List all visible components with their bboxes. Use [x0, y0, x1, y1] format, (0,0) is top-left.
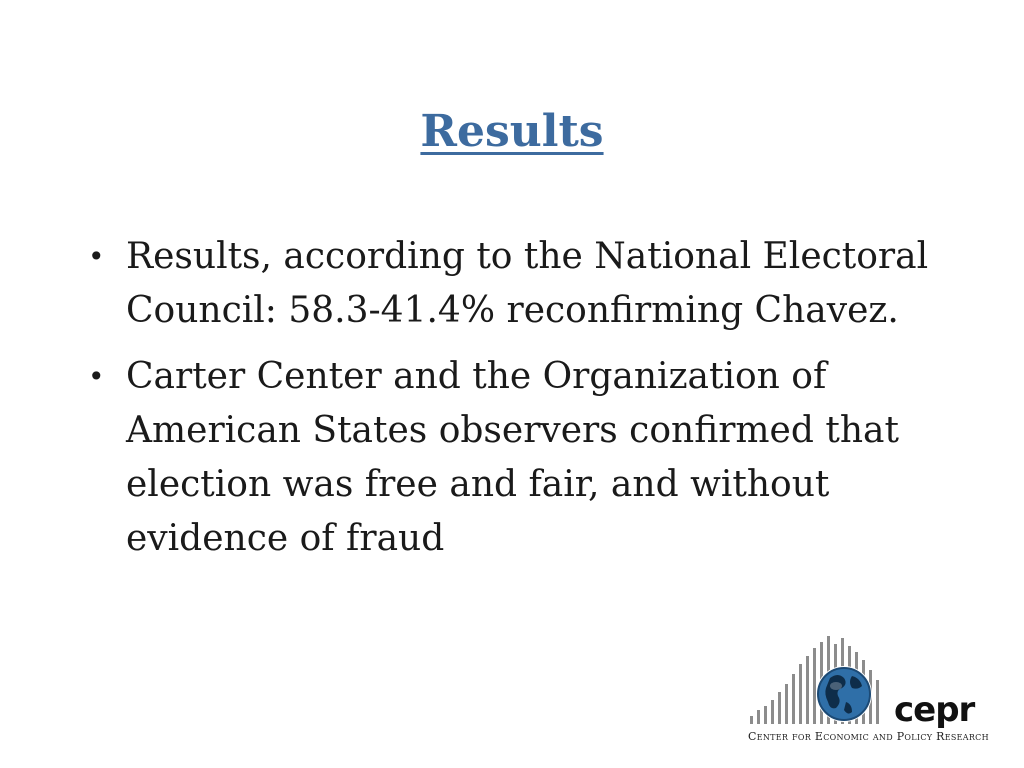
bullet-item — [84, 350, 944, 566]
slide-title: Results — [420, 106, 604, 157]
bullet-text: Carter Center and the Organization of American States observers confirmed that election was free and fair, and without evidence of fraud — [126, 356, 899, 559]
bullet-item — [84, 230, 944, 338]
cepr-logo — [748, 630, 989, 750]
bullet-dot-icon: • — [88, 240, 105, 273]
logo-wordmark: cepr — [894, 690, 975, 730]
globe-bars-icon — [748, 630, 888, 730]
bullet-list — [84, 230, 944, 578]
logo-tagline: Center for Economic and Policy Research — [748, 730, 989, 743]
bullet-dot-icon: • — [88, 360, 105, 393]
bullet-text: Results, according to the National Electoral Council: 58.3-41.4% reconfirming Chavez. — [126, 236, 929, 331]
